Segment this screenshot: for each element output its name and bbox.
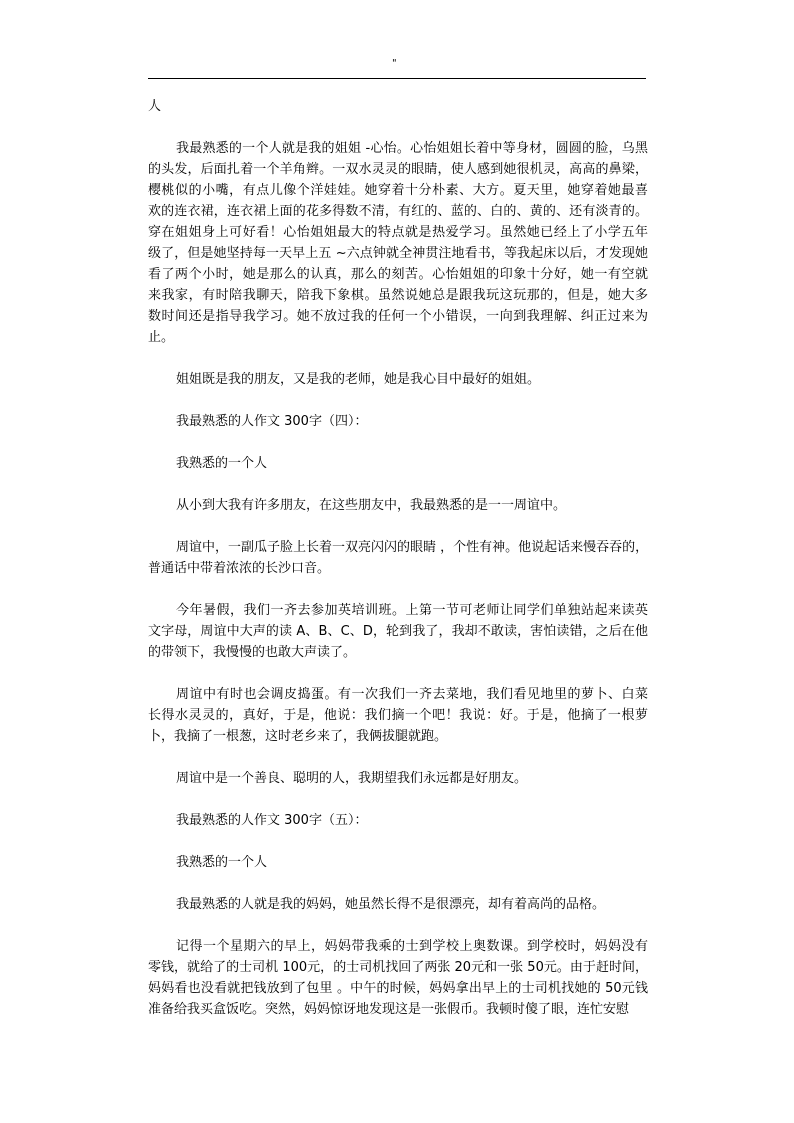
text-line: 卜，我摘了一根葱，这时老乡来了，我俩拔腿就跑。 — [148, 729, 448, 744]
text-line: 的带领下，我慢慢的也敢大声读了。 — [148, 645, 357, 660]
text-line: 的头发，后面扎着一个羊角辫。一双水灵灵的眼睛，使人感到她很机灵，高高的鼻梁， — [148, 162, 648, 177]
text-line: 人 — [148, 99, 162, 114]
text-line: 我最熟悉的人作文 300字（五）： — [176, 813, 368, 828]
paragraph — [148, 537, 648, 579]
text-line: 姐姐既是我的朋友，又是我的老师，她是我心目中最好的姐姐。 — [176, 372, 541, 387]
document-body — [148, 96, 648, 1020]
paragraph-spacer — [148, 873, 648, 894]
paragraph — [148, 684, 648, 747]
text-line: 长得水灵灵的，真好，于是，他说：我们摘一个吧！我说：好。于是，他摘了一根萝 — [148, 708, 648, 723]
paragraph — [148, 768, 648, 789]
text-line: 樱桃似的小嘴，有点儿像个洋娃娃。她穿着十分朴素、大方。夏天里，她穿着她最喜 — [148, 183, 648, 198]
paragraph — [148, 138, 648, 348]
text-line: 零钱，就给了的士司机 100元，的士司机找回了两张 20元和一张 50元。由于赶时间， — [148, 960, 648, 975]
paragraph — [148, 894, 648, 915]
text-line: 看了两个小时，她是那么的认真，那么的刻苦。心怡姐姐的印象十分好，她一有空就 — [148, 267, 648, 282]
text-line: 级了，但是她坚持每一天早上五 ~六点钟就全神贯注地看书，等我起床以后，才发现她 — [148, 246, 648, 261]
paragraph-spacer — [148, 348, 648, 369]
text-line: 准备给我买盒饭吃。突然，妈妈惊讶地发现这是一张假币。我顿时傻了眼，连忙安慰 — [148, 1002, 630, 1017]
paragraph-spacer — [148, 663, 648, 684]
text-line: 妈妈看也没看就把钱放到了包里 。中午的时候，妈妈拿出早上的士司机找她的 50元钱 — [148, 981, 648, 996]
text-line: 我最熟悉的一个人就是我的姐姐 -心怡。心怡姐姐长着中等身材，圆圆的脸，乌黑 — [176, 141, 648, 156]
text-line: 欢的连衣裙，连衣裙上面的花多得数不清，有红的、蓝的、白的、黄的、还有淡青的。 — [148, 204, 648, 219]
paragraph — [148, 96, 648, 117]
text-line: 普通话中带着浓浓的长沙口音。 — [148, 561, 331, 576]
paragraph — [148, 600, 648, 663]
text-line: 数时间还是指导我学习。她不放过我的任何一个小错误，一向到我理解、纠正过来为 — [148, 309, 648, 324]
paragraph-spacer — [148, 117, 648, 138]
paragraph — [148, 810, 648, 831]
text-line: 周谊中有时也会调皮捣蛋。有一次我们一齐去菜地，我们看见地里的萝卜、白菜 — [176, 687, 648, 702]
paragraph — [148, 369, 648, 390]
text-line: 我最熟悉的人就是我的妈妈，她虽然长得不是很漂亮，却有着高尚的品格。 — [176, 897, 606, 912]
text-line: 记得一个星期六的早上，妈妈带我乘的士到学校上奥数课。到学校时，妈妈没有 — [176, 939, 648, 954]
text-line: 止。 — [148, 330, 175, 345]
paragraph-spacer — [148, 390, 648, 411]
paragraph-spacer — [148, 747, 648, 768]
paragraph-spacer — [148, 516, 648, 537]
header-mark: " — [392, 58, 397, 69]
paragraph-spacer — [148, 432, 648, 453]
header-rule — [148, 78, 646, 79]
paragraph-spacer — [148, 789, 648, 810]
text-line: 从小到大我有许多朋友，在这些朋友中，我最熟悉的是一一周谊中。 — [176, 498, 567, 513]
paragraph — [148, 453, 648, 474]
paragraph — [148, 852, 648, 873]
text-line: 今年暑假，我们一齐去参加英培训班。上第一节可老师让同学们单独站起来读英 — [176, 603, 648, 618]
text-line: 来我家，有时陪我聊天，陪我下象棋。虽然说她总是跟我玩这玩那的，但是，她大多 — [148, 288, 648, 303]
paragraph-spacer — [148, 474, 648, 495]
text-line: 穿在姐姐身上可好看！心怡姐姐最大的特点就是热爱学习。虽然她已经上了小学五年 — [148, 225, 648, 240]
text-line: 文字母，周谊中大声的读 A、B、C、D，轮到我了，我却不敢读，害怕读错，之后在他 — [148, 624, 648, 639]
text-line: 我熟悉的一个人 — [176, 855, 268, 870]
paragraph — [148, 936, 648, 1020]
text-line: 我熟悉的一个人 — [176, 456, 268, 471]
text-line: 周谊中是一个善良、聪明的人，我期望我们永远都是好朋友。 — [176, 771, 528, 786]
text-line: 周谊中，一副瓜子脸上长着一双亮闪闪的眼睛 ，个性有神。他说起话来慢吞吞的， — [176, 540, 648, 555]
paragraph-spacer — [148, 915, 648, 936]
paragraph-spacer — [148, 831, 648, 852]
text-line: 我最熟悉的人作文 300字（四）： — [176, 414, 368, 429]
paragraph-spacer — [148, 579, 648, 600]
paragraph — [148, 411, 648, 432]
paragraph — [148, 495, 648, 516]
